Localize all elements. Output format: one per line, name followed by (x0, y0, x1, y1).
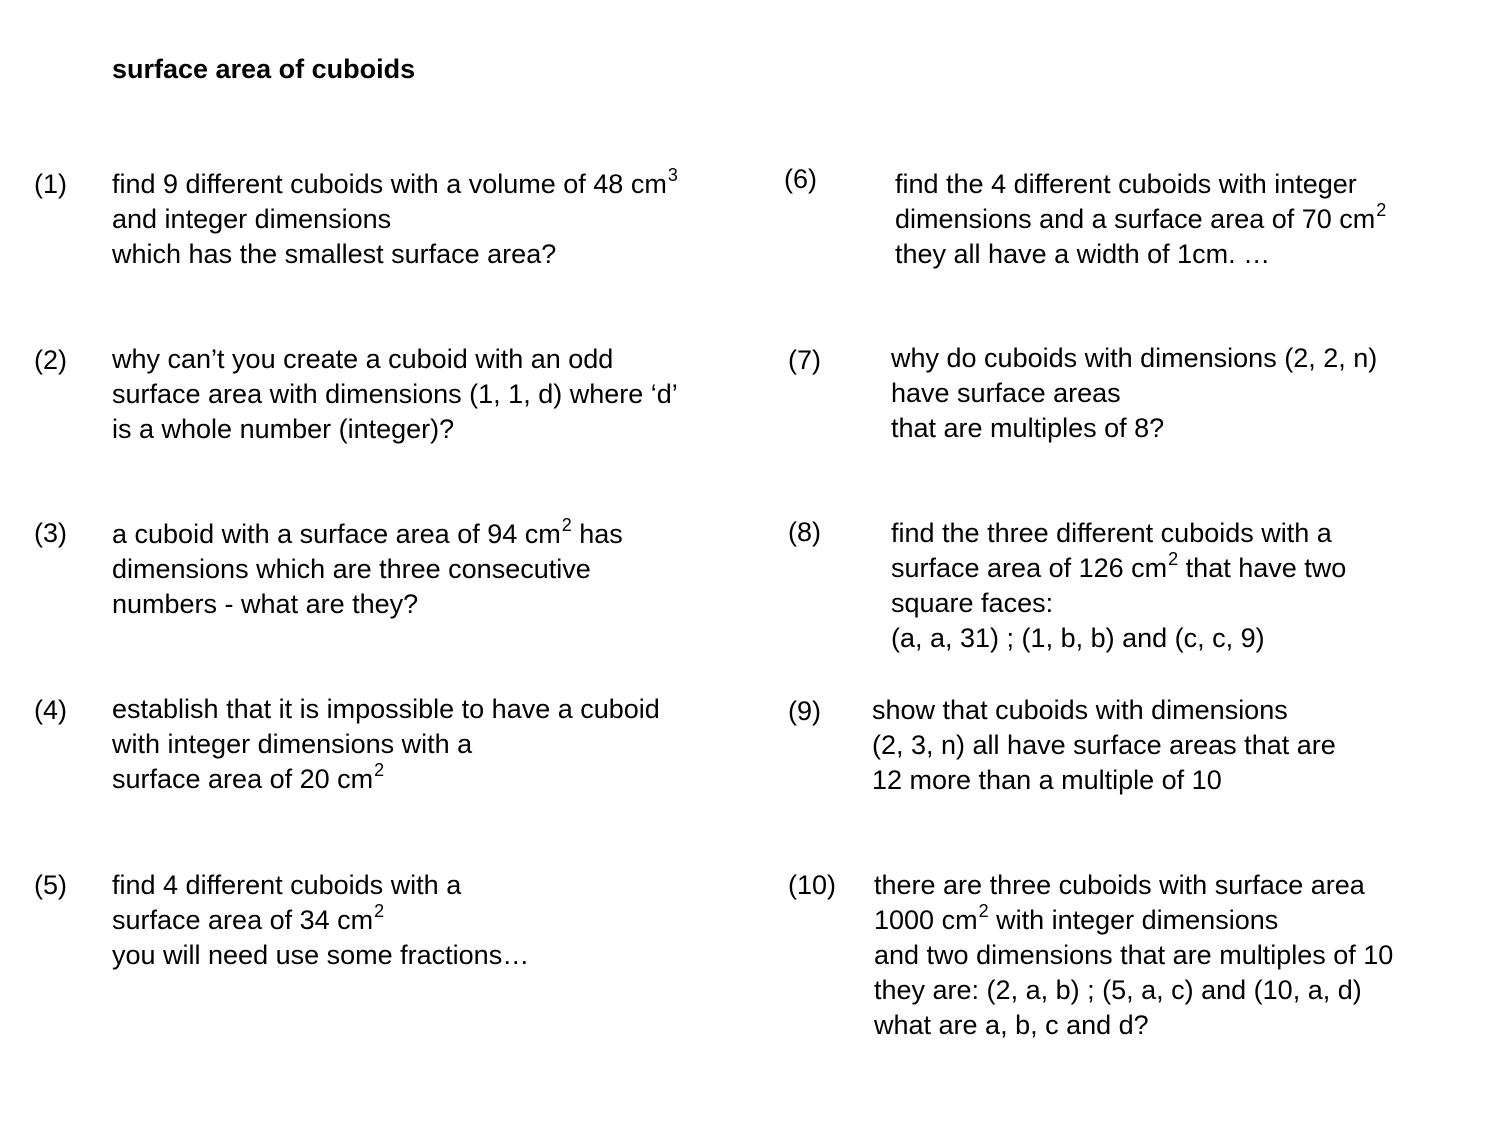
question-line: and integer dimensions (112, 204, 392, 234)
question-line: have surface areas (891, 378, 1121, 408)
question-line: find 9 different cuboids with a volume of 48 cm (112, 169, 667, 199)
question-line: 1000 cm (874, 905, 978, 935)
question-line: dimensions which are three consecutive (112, 554, 591, 584)
question-number: (3) (34, 518, 67, 548)
question-line: (a, a, 31) ; (1, b, b) and (c, c, 9) (891, 623, 1265, 653)
question-line: surface area of 20 cm (112, 764, 374, 794)
question-line: find 4 different cuboids with a (112, 870, 462, 900)
question-line-tail: with integer dimensions (988, 905, 1279, 935)
question-line: and two dimensions that are multiples of 10 (874, 940, 1394, 970)
question-number: (5) (34, 870, 67, 900)
question-text (872, 693, 1336, 798)
question-text (112, 692, 660, 797)
question-number: (1) (34, 169, 67, 199)
question-text (112, 517, 623, 622)
superscript: 2 (1376, 200, 1387, 220)
question-line-tail: has (571, 519, 623, 549)
question-line: surface area of 126 cm (891, 553, 1168, 583)
question-text (891, 341, 1377, 446)
question-number: (4) (34, 695, 67, 725)
question-text (895, 167, 1386, 272)
question-line: numbers - what are they? (112, 589, 419, 619)
question-line: square faces: (891, 588, 1054, 618)
superscript: 2 (1168, 549, 1179, 569)
question-line-tail: that have two (1178, 553, 1347, 583)
question-number: (2) (34, 345, 67, 375)
question-line: they are: (2, a, b) ; (5, a, c) and (10, a, d) (874, 975, 1362, 1005)
question-number: (6) (784, 164, 817, 194)
question-number: (9) (788, 696, 821, 726)
question-line: surface area with dimensions (1, 1, d) where ‘d’ (112, 379, 678, 409)
question-line: is a whole number (integer)? (112, 414, 455, 444)
question-text (891, 516, 1346, 656)
question-line: which has the smallest surface area? (112, 239, 557, 269)
superscript: 3 (667, 165, 678, 185)
question-line: 12 more than a multiple of 10 (872, 765, 1222, 795)
question-line: with integer dimensions with a (112, 729, 473, 759)
superscript: 2 (978, 901, 989, 921)
question-line: dimensions and a surface area of 70 cm (895, 204, 1376, 234)
question-line: find the 4 different cuboids with integer (895, 169, 1357, 199)
question-line: why do cuboids with dimensions (2, 2, n) (891, 343, 1378, 373)
question-number: (8) (788, 517, 821, 547)
superscript: 2 (374, 760, 385, 780)
question-text (112, 342, 678, 447)
question-line: (2, 3, n) all have surface areas that are (872, 730, 1336, 760)
page-title: surface area of cuboids (112, 54, 416, 84)
question-line: surface area of 34 cm (112, 905, 374, 935)
question-line: there are three cuboids with surface area (874, 870, 1365, 900)
question-line: why can’t you create a cuboid with an odd (112, 344, 614, 374)
superscript: 2 (374, 901, 385, 921)
question-line: that are multiples of 8? (891, 413, 1165, 443)
question-number: (7) (788, 345, 821, 375)
question-line: find the three different cuboids with a (891, 518, 1332, 548)
question-line: they all have a width of 1cm. … (895, 239, 1271, 269)
question-line: a cuboid with a surface area of 94 cm (112, 519, 561, 549)
question-line: what are a, b, c and d? (874, 1010, 1149, 1040)
question-number: (10) (788, 870, 837, 900)
superscript: 2 (561, 515, 572, 535)
question-text (112, 868, 529, 973)
question-text (874, 868, 1393, 1043)
question-line: establish that it is impossible to have a cuboid (112, 694, 660, 724)
question-text (112, 167, 678, 272)
question-line: you will need use some fractions… (112, 940, 530, 970)
question-line: show that cuboids with dimensions (872, 695, 1288, 725)
